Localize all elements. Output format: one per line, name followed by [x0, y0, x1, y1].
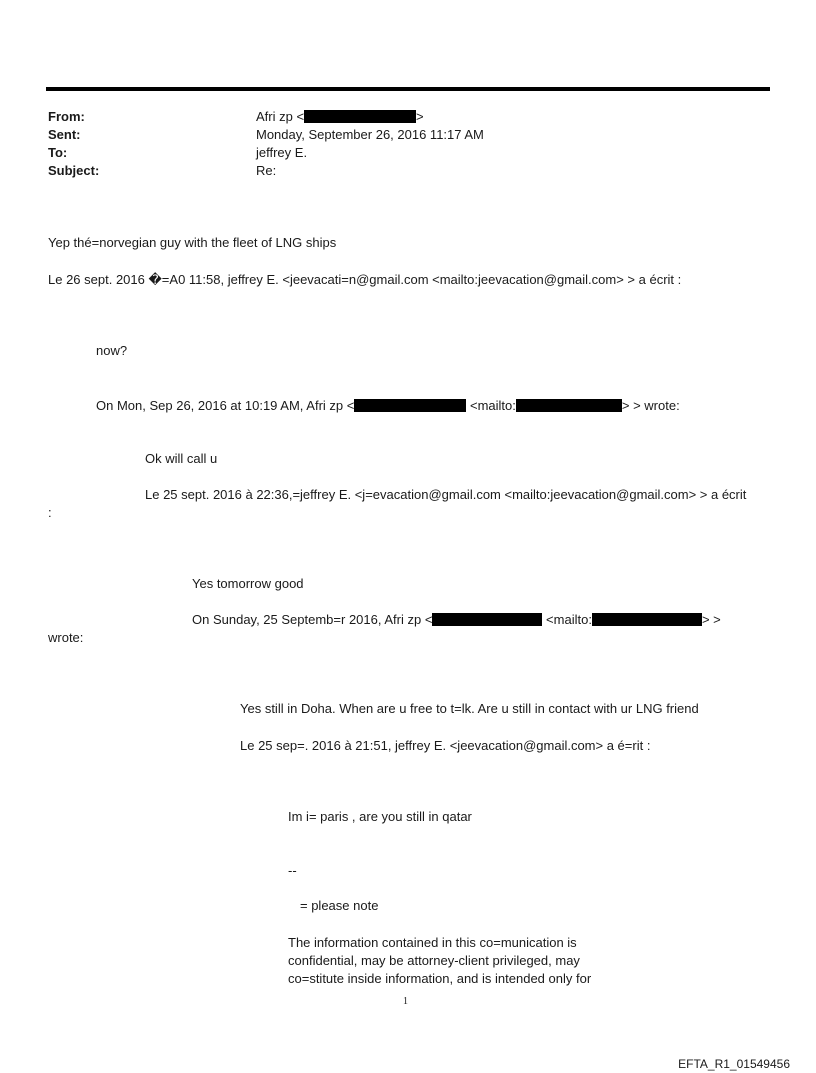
- body-line-4-a: On Mon, Sep 26, 2016 at 10:19 AM, Afri zp <: [96, 398, 355, 413]
- body-line-4-c: > > wrote:: [621, 398, 680, 413]
- body-line-3: now?: [96, 343, 128, 358]
- body-line-8: [192, 612, 721, 628]
- page-number: 1: [403, 996, 408, 1007]
- body-line-16: co=stitute inside information, and is intended only for: [288, 971, 592, 986]
- sent-label: Sent:: [48, 127, 81, 142]
- bates-number: EFTA_R1_01549456: [678, 1057, 790, 1071]
- to-label: To:: [48, 145, 68, 160]
- redaction-bar: [304, 110, 416, 123]
- header-rule: [46, 87, 770, 91]
- from-name: Afri zp <: [256, 109, 305, 124]
- redaction-bar: [592, 613, 702, 626]
- body-line-5: Ok will call u: [145, 451, 218, 466]
- redaction-bar: [354, 399, 466, 412]
- body-line-8-cont: wrote:: [48, 630, 84, 645]
- body-line-14: The information contained in this co=munication is: [288, 935, 577, 950]
- body-line-1: Yep thé=norvegian guy with the fleet of LNG ships: [48, 235, 337, 250]
- body-line-10: Le 25 sep=. 2016 à 21:51, jeffrey E. <jeevacation@gmail.com> a é=rit :: [240, 738, 651, 753]
- body-line-7: Yes tomorrow good: [192, 576, 304, 591]
- body-line-4-b: <mailto:: [469, 398, 516, 413]
- body-line-8-a: On Sunday, 25 Septemb=r 2016, Afri zp <: [192, 612, 433, 627]
- body-line-6: Le 25 sept. 2016 à 22:36,=jeffrey E. <j=evacation@gmail.com <mailto:jeevacation@gmail.com> > a écrit: [145, 487, 747, 502]
- to-value: jeffrey E.: [256, 145, 308, 160]
- redaction-bar: [516, 399, 622, 412]
- sent-value: Monday, September 26, 2016 11:17 AM: [256, 127, 484, 142]
- body-line-6-cont: :: [48, 505, 52, 520]
- body-line-15: confidential, may be attorney-client privileged, may: [288, 953, 580, 968]
- body-line-13: = please note: [300, 898, 379, 913]
- body-line-12: --: [288, 863, 297, 878]
- body-line-8-b: <mailto:: [546, 612, 592, 627]
- redaction-bar: [432, 613, 542, 626]
- subject-value: Re:: [256, 163, 277, 178]
- body-line-2: Le 26 sept. 2016 �=A0 11:58, jeffrey E. <jeevacati=n@gmail.com <mailto:jeevacation@gmail.com> > a écrit :: [48, 272, 682, 287]
- body-line-4: [96, 398, 680, 414]
- subject-label: Subject:: [48, 163, 100, 178]
- from-value: [256, 109, 424, 125]
- from-label: From:: [48, 109, 85, 124]
- body-line-11: Im i= paris , are you still in qatar: [288, 809, 472, 824]
- body-line-9: Yes still in Doha. When are u free to t=lk. Are u still in contact with ur LNG friend: [240, 701, 699, 716]
- body-line-8-c: > >: [701, 612, 721, 627]
- from-close: >: [416, 109, 424, 124]
